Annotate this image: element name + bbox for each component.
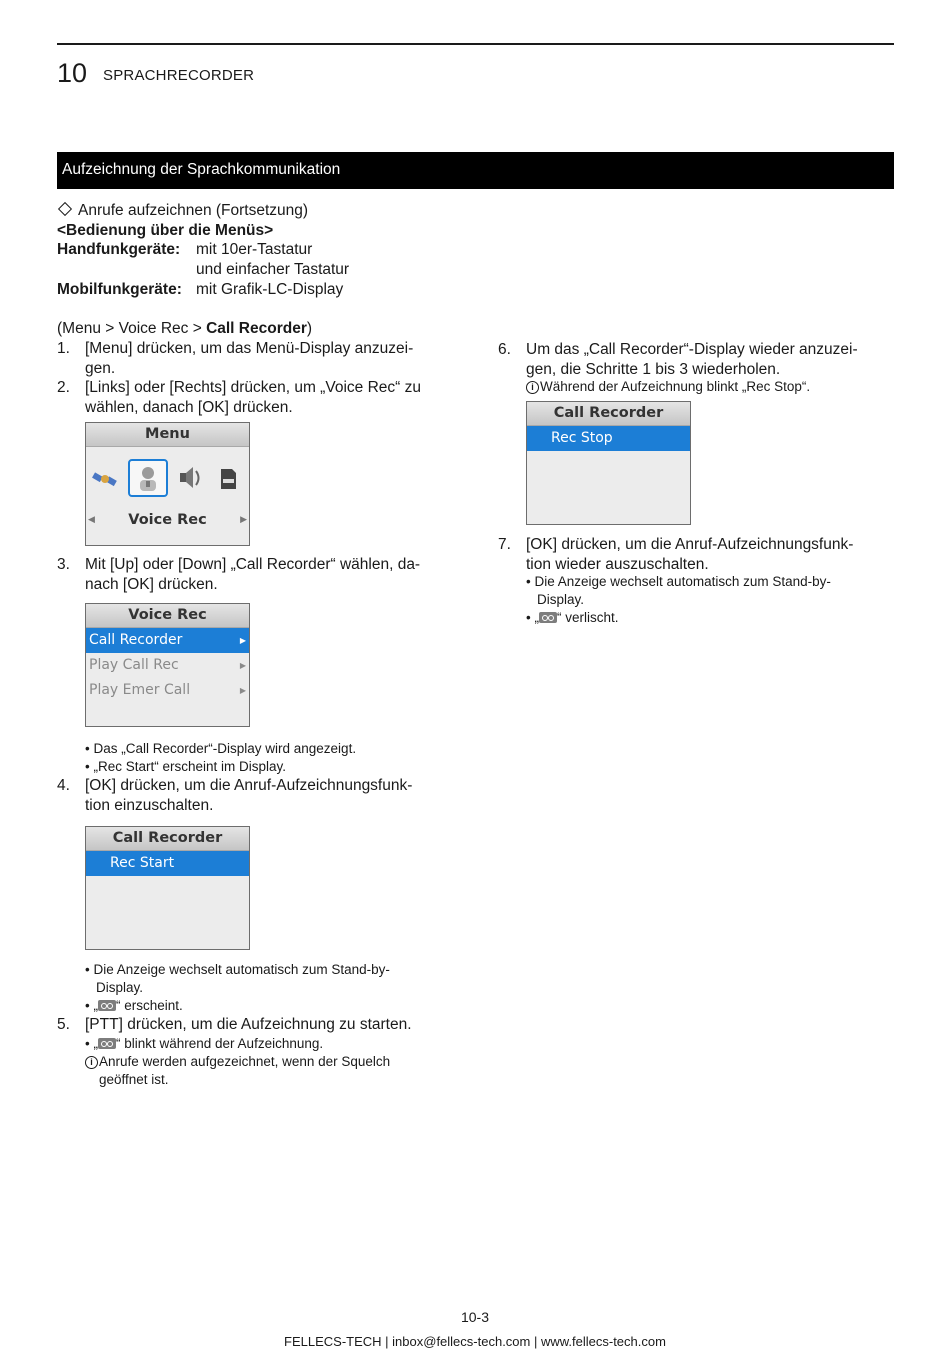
speaker-icon <box>176 463 202 493</box>
step-5-bullet: • „ “ blinkt während der Aufzeichnung. <box>85 1036 324 1051</box>
info-icon: i <box>85 1056 98 1069</box>
voice-rec-menu-icon <box>128 459 168 497</box>
step-1-text: [Menu] drücken, um das Menü-Display anzuzei- <box>85 340 414 357</box>
list-item: Rec Start <box>86 851 249 876</box>
mobile-value: mit Grafik-LC-Display <box>196 281 344 298</box>
step-5-number: 5. <box>57 1016 70 1033</box>
step-4-number: 4. <box>57 777 70 794</box>
step-6-number: 6. <box>498 341 511 358</box>
step-7-text: [OK] drücken, um die Anruf-Aufzeichnungsfunk- <box>526 536 854 553</box>
step-1-number: 1. <box>57 340 70 357</box>
section-title-bar <box>57 152 894 189</box>
step-7-text: tion wieder auszuschalten. <box>526 556 709 573</box>
right-arrow-icon: ▶ <box>240 515 247 525</box>
voice-rec-screen <box>85 603 250 727</box>
step-2-text: [Links] oder [Rechts] drücken, um „Voice Rec“ zu <box>85 379 421 396</box>
chapter-number: 10 <box>57 58 88 88</box>
step-1-text: gen. <box>85 360 116 377</box>
menu-selected-label: ◀ Voice Rec ▶ <box>88 512 247 528</box>
mobile-label: Mobilfunkgeräte: <box>57 281 182 298</box>
menu-icon-row <box>86 447 249 497</box>
handheld-label: Handfunkgeräte: <box>57 241 181 258</box>
step-4-bullet: Display. <box>96 980 144 995</box>
microphone-person-icon <box>130 461 166 495</box>
sd-card-icon <box>218 463 240 493</box>
chevron-right-icon: ▶ <box>239 686 246 695</box>
step-6-info: i Während der Aufzeichnung blinkt „Rec Stop“. <box>526 378 810 396</box>
step-2-number: 2. <box>57 379 70 396</box>
screen-title: Call Recorder <box>527 402 690 426</box>
step-4-bullet: • Die Anzeige wechselt automatisch zum Stand-by- <box>85 962 390 977</box>
page-number: 10-3 <box>460 1309 490 1325</box>
step-7-bullet: • Die Anzeige wechselt automatisch zum Stand-by- <box>526 574 831 589</box>
step-7-bullet: • „ “ verlischt. <box>526 610 619 625</box>
chevron-right-icon: ▶ <box>239 661 246 670</box>
step-6-text: gen, die Schritte 1 bis 3 wiederholen. <box>526 361 781 378</box>
list-item: Play Emer Call ▶ <box>86 678 249 703</box>
step-3-bullet: • „Rec Start“ erscheint im Display. <box>85 759 287 774</box>
step-4-bullet: • „ “ erscheint. <box>85 998 183 1013</box>
info-icon: i <box>526 381 539 394</box>
list-item: Call Recorder ▶ <box>86 628 249 653</box>
chapter-title: SPRACHRECORDER <box>103 67 255 84</box>
subtitle: Anrufe aufzeichnen (Fortsetzung) <box>57 201 308 221</box>
call-recorder-stop-screen <box>526 401 691 525</box>
step-5-info: geöffnet ist. <box>99 1072 169 1087</box>
screen-title: Call Recorder <box>86 827 249 851</box>
list-item: Play Call Rec ▶ <box>86 653 249 678</box>
voicemail-tape-icon <box>539 612 557 623</box>
step-3-bullet: • Das „Call Recorder“-Display wird angezeigt. <box>85 741 357 756</box>
chevron-right-icon: ▶ <box>239 636 246 645</box>
step-4-text: tion einzuschalten. <box>85 797 214 814</box>
list-item: Rec Stop <box>527 426 690 451</box>
call-recorder-start-screen <box>85 826 250 950</box>
step-4-text: [OK] drücken, um die Anruf-Aufzeichnungsfunk- <box>85 777 413 794</box>
handheld-value-2: und einfacher Tastatur <box>196 261 350 278</box>
step-5-text: [PTT] drücken, um die Aufzeichnung zu starten. <box>85 1016 412 1033</box>
header-rule <box>57 43 894 45</box>
step-5-info: i Anrufe werden aufgezeichnet, wenn der Squelch <box>85 1053 390 1071</box>
step-3-text: nach [OK] drücken. <box>85 576 218 593</box>
section-title: Aufzeichnung der Sprachkommunikation <box>62 161 341 178</box>
step-2-text: wählen, danach [OK] drücken. <box>85 399 293 416</box>
screen-title: Menu <box>86 423 249 447</box>
step-6-text: Um das „Call Recorder“-Display wieder anzuzei- <box>526 341 858 358</box>
satellite-icon <box>90 463 120 493</box>
step-7-bullet: Display. <box>537 592 585 607</box>
voicemail-tape-icon <box>98 1038 116 1049</box>
step-3-number: 3. <box>57 556 70 573</box>
menu-operation-heading: <Bedienung über die Menüs> <box>57 222 274 239</box>
diamond-icon <box>58 202 72 216</box>
step-7-number: 7. <box>498 536 511 553</box>
screen-title: Voice Rec <box>86 604 249 628</box>
menu-screen <box>85 422 250 546</box>
left-arrow-icon: ◀ <box>88 515 95 525</box>
handheld-value-1: mit 10er-Tastatur <box>196 241 313 258</box>
voicemail-tape-icon <box>98 1000 116 1011</box>
step-3-text: Mit [Up] oder [Down] „Call Recorder“ wählen, da- <box>85 556 421 573</box>
footer-contact: FELLECS-TECH | inbox@fellecs-tech.com | www.fellecs-tech.com <box>284 1334 666 1349</box>
menu-path: (Menu > Voice Rec > Call Recorder) <box>57 320 313 337</box>
